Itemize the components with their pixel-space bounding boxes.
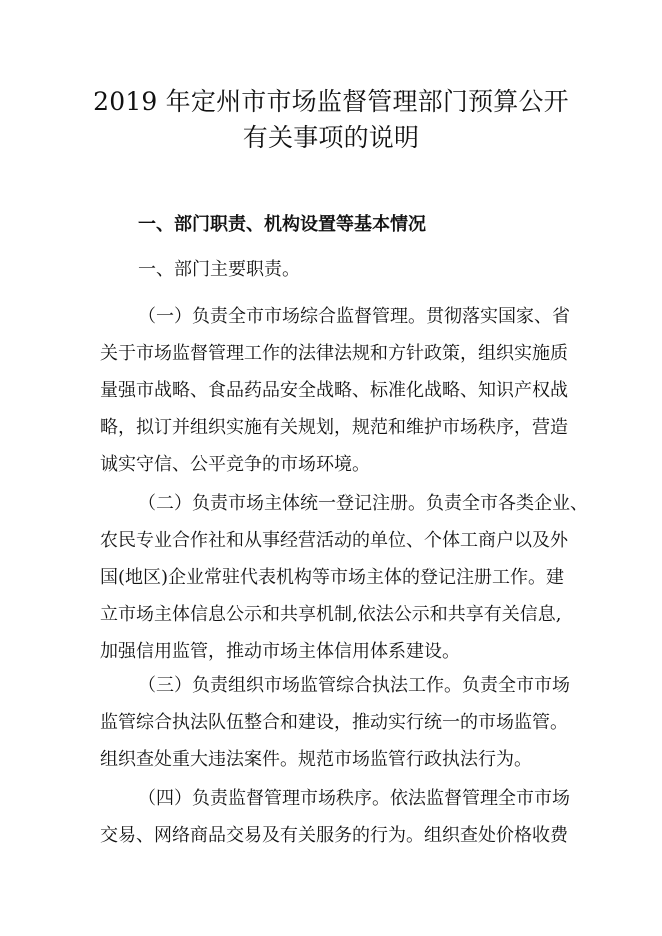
paragraph-1 (100, 298, 570, 483)
paragraph-4 (100, 780, 570, 854)
paragraph-3 (100, 667, 570, 778)
document-title-line-1: 2019 年定州市市场监督管理部门预算公开 (93, 87, 569, 116)
paragraph-line: 关于市场监督管理工作的法律法规和方针政策，组织实施质 (100, 343, 568, 364)
paragraph-line: 监管综合执法队伍整合和建设，推动实行统一的市场监管。 (100, 712, 568, 733)
paragraph-line: 国(地区)企业常驻代表机构等市场主体的登记注册工作。建 (100, 567, 565, 588)
document-title-line-2: 有关事项的说明 (242, 123, 420, 152)
paragraph-line: （四）负责监督管理市场秩序。依法监督管理全市市场 (138, 788, 570, 809)
paragraph-line: （二）负责市场主体统一登记注册。负责全市各类企业、 (138, 493, 588, 514)
paragraph-line: 立市场主体信息公示和共享机制,依法公示和共享有关信息, (100, 604, 562, 625)
paragraph-line: 量强市战略、食品药品安全战略、标准化战略、知识产权战 (100, 380, 568, 401)
paragraph-line: 组织查处重大违法案件。规范市场监管行政执法行为。 (100, 749, 532, 770)
subheading: 一、部门主要职责。 (138, 259, 300, 280)
paragraph-2 (100, 485, 588, 670)
paragraph-line: （三）负责组织市场监管综合执法工作。负责全市市场 (138, 675, 570, 696)
paragraph-line: 略，拟订并组织实施有关规划，规范和维护市场秩序，营造 (100, 417, 568, 438)
paragraph-line: 交易、网络商品交易及有关服务的行为。组织查处价格收费 (100, 825, 568, 846)
paragraph-line: 农民专业合作社和从事经营活动的单位、个体工商户以及外 (100, 530, 568, 551)
paragraph-line: 诚实守信、公平竞争的市场环境。 (100, 454, 370, 475)
paragraph-line: （一）负责全市市场综合监督管理。贯彻落实国家、省 (138, 306, 570, 327)
paragraph-line: 加强信用监管，推动市场主体信用体系建设。 (100, 641, 460, 662)
section-heading: 一、部门职责、机构设置等基本情况 (138, 214, 426, 235)
